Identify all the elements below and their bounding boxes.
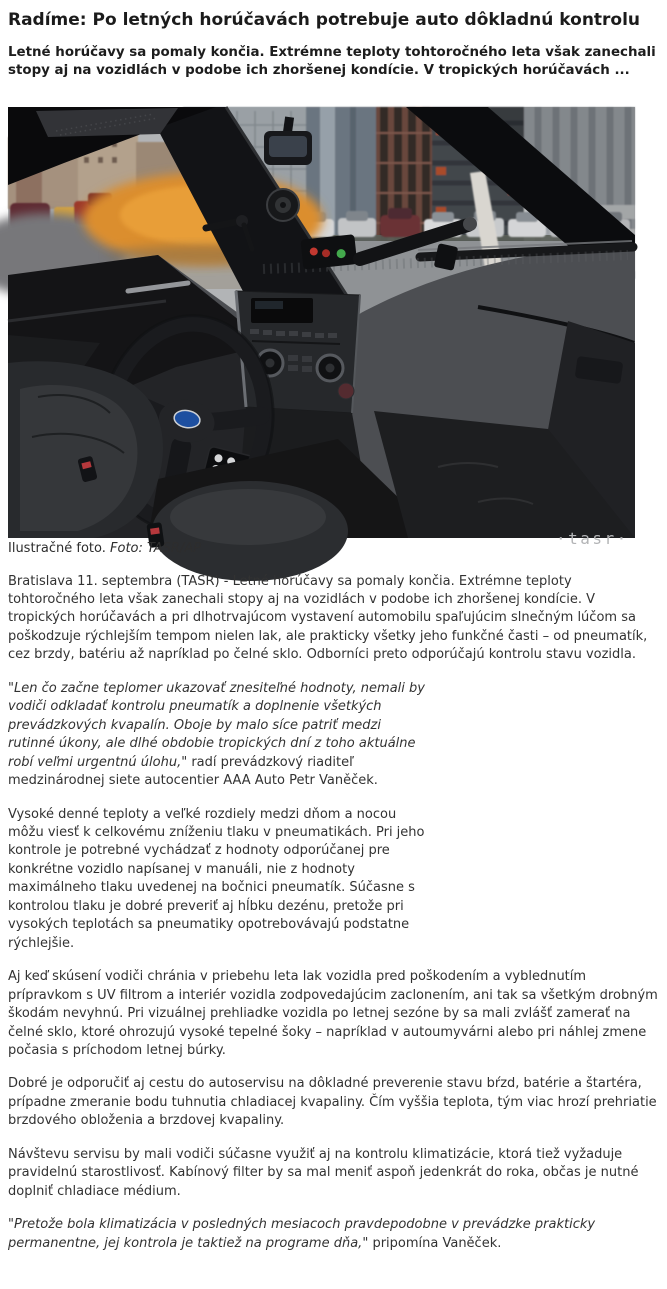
quote-text: "Len čo začne teplomer ukazovať znesiteľné hodnoty, nemali by vodiči odkladať kontrolu pneumatík a doplnenie všetkých prevádzkových kvapalín. Oboje by malo síce patriť medzi rutinné úkony, ale dlhé obdobie tropických dní z toho aktuálne robí veľmi urgentnú úlohu," <box>8 680 425 770</box>
paragraph <box>8 680 426 791</box>
paragraph-text: Bratislava 11. septembra (TASR) - Letné horúčavy sa pomaly končia. Extrémne teploty tohtoročného leta však zanechali stopy aj na vozidlách v podobe ich zhoršenej kondície. V tropických horúčavách a pri dlhotrvajúcom vystavení automobilu spaľujúcim slnečným lúčom sa poškodzuje rýchlejším tempom nielen lak, ale prakticky všetky jeho funkčné časti – od pneumatík, cez brzdy, batériu až napríklad po čelné sklo. Odborníci preto odporúčajú kontrolu stavu vozidla. <box>8 573 648 663</box>
paragraph-text: pripomína Vaněček. <box>372 1235 502 1251</box>
tasr-watermark: ·tasr· <box>556 528 629 548</box>
paragraph <box>8 1075 660 1130</box>
paragraph <box>8 1146 660 1201</box>
paragraph <box>8 1216 660 1253</box>
paragraph-text: Návštevu servisu by mali vodiči súčasne využiť aj na kontrolu klimatizácie, ktorá tiež vyžaduje pravidelnú starostlivosť. Kabínový filter by sa mal meniť aspoň jedenkrát do roka, občas je nutné doplniť chladiace médium. <box>8 1146 639 1199</box>
paragraph-text: Aj keď skúsení vodiči chránia v priebehu leta lak vozidla pred poškodením a vyblednutím prípravkom s UV filtrom a interiér vozidla zodpovedajúcim zaclonením, ani tak sa všetkým drobným škodám nevyhnú. Pri vizuálnej prehliadke vozidla po letnej sezóne by sa mali zvlášť zamerať na čelné sklo, ktoré ohrozujú vysoké tepelné šoky – napríklad v autoumyvárni alebo pri náhlej zmene počasia s príchodom letnej búrky. <box>8 969 658 1058</box>
suction-mount-wheel <box>267 189 299 221</box>
paragraph-text: Vysoké denné teploty a veľké rozdiely medzi dňom a nocou môžu viesť k celkovému zníženiu tlaku v pneumatikách. Pri jeho kontrole je potrebné vychádzať z hodnoty odporúčanej pre konkrétne vozidlo napísanej v manuáli, nie z hodnoty maximálneho tlaku uvedenej na bočnici pneumatík. Súčasne s kontrolou tlaku je dobré preveriť aj hĺbku dezénu, pretože pri vysokých teplotách sa pneumatiky opotrebovávajú podstatne rýchlejšie. <box>8 806 425 951</box>
dash-device-lights <box>300 234 357 269</box>
article-figure <box>8 107 660 558</box>
sun-visor <box>36 108 178 137</box>
paragraph-text: radí prevádzkový riaditeľ medzinárodnej siete autocentier AAA Auto Petr Vaněček. <box>8 754 378 789</box>
paragraph <box>8 968 660 1060</box>
article-lead: Letné horúčavy sa pomaly končia. Extrémne teploty tohtoročného leta však zanechali stopy aj na vozidlách v podobe ich zhoršenej kondície. V tropických horúčavách ... <box>8 45 656 79</box>
paragraph <box>8 573 660 665</box>
paragraph-text: Dobré je odporučiť aj cestu do autoservisu na dôkladné preverenie stavu bŕzd, batérie a štartéra, prípadne zmeranie bodu tuhnutia chladiacej kvapaliny. Čím vyššia teplota, tým viac hrozí prehriatie brzdového obloženia a brzdovej kvapaliny. <box>8 1076 657 1129</box>
caption-credit: Foto: TASR/AP <box>110 540 202 556</box>
passenger-seat <box>152 481 348 581</box>
caption-text: Ilustračné foto. <box>8 540 111 556</box>
quote-text: "Pretože bola klimatizácia v posledných mesiacoch pravdepodobne v prevádzke prakticky permanentne, jej kontrola je taktiež na programe dňa," <box>8 1217 596 1251</box>
page-title: Radíme: Po letných horúčavách potrebuje auto dôkladnú kontrolu <box>8 10 641 30</box>
article-body <box>8 573 660 1254</box>
paragraph <box>8 806 426 954</box>
